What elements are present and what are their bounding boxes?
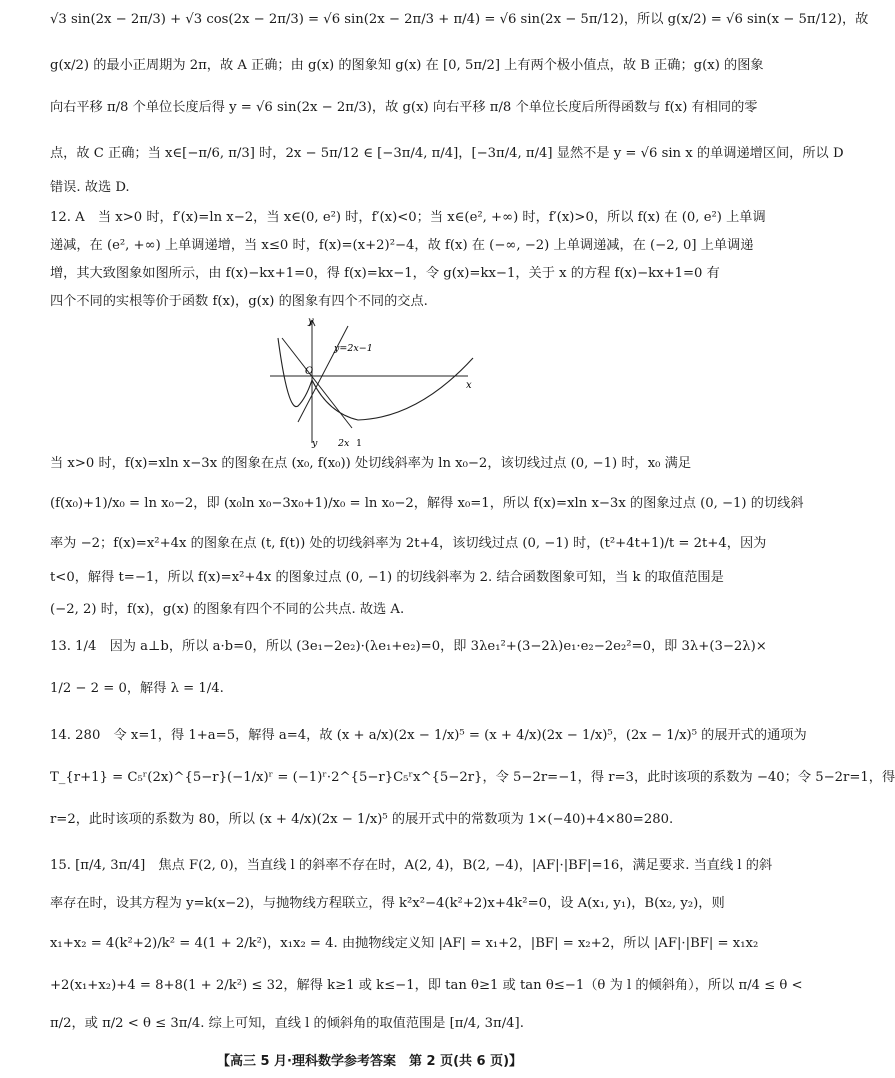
tick-1-label: 1 [356, 438, 363, 449]
text-line: t<0，解得 t=−1，所以 f(x)=x²+4x 的图象过点 (0, −1) 的切线斜率为 2. 结合函数图象可知，当 k 的取值范围是 [50, 570, 724, 585]
text-line: 15. [π/4, 3π/4] 焦点 F(2, 0)，当直线 l 的斜率不存在时，A(2, 4)，B(2, −4)，|AF|·|BF|=16，满足要求. 当直线 l 的斜 [50, 858, 773, 873]
text-line: π/2，或 π/2 < θ ≤ 3π/4. 综上可知，直线 l 的倾斜角的取值范围是 [π/4, 3π/4]. [50, 1016, 524, 1031]
text-line: 率存在时，设其方程为 y=k(x−2)，与抛物线方程联立，得 k²x²−4(k²+2)x+4k²=0，设 A(x₁, y₁)，B(x₂, y₂)，则 [50, 896, 725, 911]
tick-2x-label: 2x [338, 438, 350, 449]
y-axis-label: y [308, 316, 314, 327]
line-label: y=2x−1 [334, 343, 373, 354]
page-footer: 【高三 5 月·理科数学参考答案 第 2 页(共 6 页)】 [216, 1054, 523, 1069]
text-line: 递减，在 (e², +∞) 上单调递增，当 x≤0 时，f(x)=(x+2)²−4，故 f(x) 在 (−∞, −2) 上单调递减，在 (−2, 0] 上单调递 [50, 238, 754, 253]
text-line: (−2, 2) 时，f(x)，g(x) 的图象有四个不同的公共点. 故选 A. [50, 602, 405, 617]
text-line: x₁+x₂ = 4(k²+2)/k² = 4(1 + 2/k²)，x₁x₂ = 4. 由抛物线定义知 |AF| = x₁+2，|BF| = x₂+2，所以 |AF|·|BF| = x₁x₂ [50, 936, 759, 951]
text-line: 向右平移 π/8 个单位长度后得 y = √6 sin(2x − 2π/3)，故 g(x) 向右平移 π/8 个单位长度后所得函数与 f(x) 有相同的零 [50, 100, 758, 115]
text-line: 1/2 − 2 = 0，解得 λ = 1/4. [50, 681, 224, 696]
bottom-y-label: y [312, 438, 318, 449]
text-line: 14. 280 令 x=1，得 1+a=5，解得 a=4，故 (x + a/x)(2x − 1/x)⁵ = (x + 4/x)(2x − 1/x)⁵，(2x − 1/x)⁵ 的展开式的通项为 [50, 728, 807, 743]
f-curve [278, 338, 473, 420]
text-line: √3 sin(2x − 2π/3) + √3 cos(2x − 2π/3) = √6 sin(2x − 2π/3 + π/4) = √6 sin(2x − 5π/12)，所以 g(x/2) = √6 sin(x − 5π/12)，故 [50, 12, 869, 27]
text-line: 点，故 C 正确；当 x∈[−π/6, π/3] 时，2x − 5π/12 ∈ [−3π/4, π/4]，[−3π/4, π/4] 显然不是 y = √6 sin x 的单调递增区间，所以 D [50, 146, 844, 161]
text-line: 当 x>0 时，f(x)=xln x−3x 的图象在点 (x₀, f(x₀)) 处切线斜率为 ln x₀−2，该切线过点 (0, −1) 时，x₀ 满足 [50, 456, 692, 471]
text-line: +2(x₁+x₂)+4 = 8+8(1 + 2/k²) ≤ 32，解得 k≥1 或 k≤−1，即 tan θ≥1 或 tan θ≤−1（θ 为 l 的倾斜角），所以 π/4 ≤ θ < [50, 978, 803, 993]
text-line: 增，其大致图象如图所示，由 f(x)−kx+1=0，得 f(x)=kx−1，令 g(x)=kx−1，关于 x 的方程 f(x)−kx+1=0 有 [50, 266, 720, 281]
text-line: T_{r+1} = C₅ʳ(2x)^{5−r}(−1/x)ʳ = (−1)ʳ·2^{5−r}C₅ʳx^{5−2r}，令 5−2r=−1，得 r=3，此时该项的系数为 −40；令 5−2r=1，得 [50, 770, 895, 785]
text-line: 13. 1/4 因为 a⊥b，所以 a·b=0，所以 (3e₁−2e₂)·(λe₁+e₂)=0，即 3λe₁²+(3−2λ)e₁·e₂−2e₂²=0，即 3λ+(3−2λ)× [50, 639, 767, 654]
text-line: 率为 −2；f(x)=x²+4x 的图象在点 (t, f(t)) 处的切线斜率为 2t+4，该切线过点 (0, −1) 时，(t²+4t+1)/t = 2t+4，因为 [50, 536, 767, 551]
text-line: r=2，此时该项的系数为 80，所以 (x + 4/x)(2x − 1/x)⁵ 的展开式中的常数项为 1×(−40)+4×80=280. [50, 812, 674, 827]
text-line: 错误. 故选 D. [50, 180, 130, 195]
text-line: g(x/2) 的最小正周期为 2π，故 A 正确；由 g(x) 的图象知 g(x) 在 [0, 5π/2] 上有两个极小值点，故 B 正确；g(x) 的图象 [50, 58, 764, 73]
x-axis-label: x [466, 380, 472, 391]
origin-label: O [305, 366, 314, 377]
text-line: (f(x₀)+1)/x₀ = ln x₀−2，即 (x₀ln x₀−3x₀+1)/x₀ = ln x₀−2，解得 x₀=1，所以 f(x)=xln x−3x 的图象过点 (0, −1) 的切线斜 [50, 496, 804, 511]
text-line: 四个不同的实根等价于函数 f(x)，g(x) 的图象有四个不同的交点. [50, 294, 428, 309]
function-graph [268, 318, 478, 448]
text-line: 12. A 当 x>0 时，f′(x)=ln x−2，当 x∈(0, e²) 时，f′(x)<0；当 x∈(e², +∞) 时，f′(x)>0，所以 f(x) 在 (0, e²) 上单调 [50, 210, 766, 225]
